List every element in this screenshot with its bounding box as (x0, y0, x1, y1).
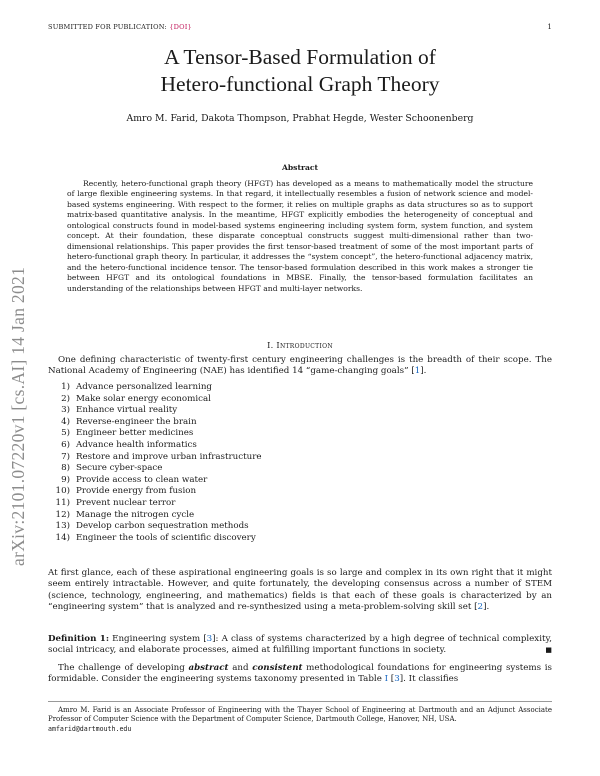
goal-label: Engineer better medicines (76, 428, 194, 439)
emphasis-consistent: consistent (252, 663, 303, 673)
definition-label: Definition 1: (48, 634, 110, 644)
goal-list (48, 382, 348, 544)
goal-number: 7) (61, 451, 70, 462)
goal-number: 3) (61, 405, 70, 416)
citation-link[interactable]: 2 (477, 602, 484, 613)
title-line-2: Hetero-functional Graph Theory (160, 72, 440, 96)
goal-number: 4) (61, 416, 70, 427)
running-header (48, 23, 552, 35)
goal-item (48, 428, 348, 440)
definition-block (48, 634, 552, 657)
goal-number: 12) (55, 509, 70, 520)
section-numeral: I. (267, 340, 277, 350)
goal-item (48, 417, 348, 429)
citation-link[interactable]: 3 (206, 634, 213, 644)
para2-text: At first glance, each of these aspirational engineering goals is so large and complex in its own right that it might seem entirely intractable. However, and quite fortunately, the developing consensus across a number of STEM (science, technology, engineering, and mathematics) fields is that each of these goals is characterized by an “engineering system” that is analyzed and re-synthesized using a meta-problem-solving skill set [ (48, 568, 552, 613)
goal-item (48, 510, 348, 522)
goal-item (48, 405, 348, 417)
goal-number: 2) (61, 393, 70, 404)
goal-number: 13) (55, 521, 70, 532)
section-title: Introduction (276, 340, 333, 350)
doi-link[interactable]: {DOI} (169, 23, 192, 31)
goal-item (48, 533, 348, 545)
goal-item (48, 475, 348, 487)
abstract-heading: Abstract (281, 163, 319, 172)
goal-number: 5) (61, 428, 70, 439)
paper-title (0, 44, 600, 98)
goal-label: Provide energy from fusion (76, 486, 197, 497)
goal-item (48, 440, 348, 452)
abstract-text (67, 179, 533, 294)
para3-and: and (228, 663, 253, 673)
goal-number: 6) (61, 439, 70, 450)
intro-text: One defining characteristic of twenty-first century engineering challenges is the breadth of their scope. The National Academy of Engineering (NAE) has identified 14 “game-changing goals” [ (48, 355, 552, 377)
abstract-paragraph: Recently, hetero-functional graph theory (HFGT) has developed as a means to mathematically model the structure of large flexible engineering systems. In that regard, it intellectually resembles a fusion of network science and model-based systems engineering. With respect to the former, it relies on multiple graphs as data structures so as to support matrix-based quantitative analysis. In the meantime, HFGT explicitly embodies the heterogeneity of conceptual and ontological constructs found in model-based systems engineering including system form, system function, and system concept. At their foundation, these disparate conceptual constructs suggest multi-dimensional rather than two-dimensional relationships. This paper provides the first tensor-based treatment of some of the most important parts of hetero-functional graph theory. In particular, it addresses the “system concept”, the hetero-functional adjacency matrix, and the hetero-functional incidence tensor. The tensor-based formulation described in this work makes a stronger tie between HFGT and its ontological foundations in MBSE. Finally, the tensor-based formulation facilitates an understanding of the relationships between HFGT and multi-layer networks. (67, 179, 533, 293)
intro-paragraph (48, 355, 552, 378)
footnote-text: Amro M. Farid is an Associate Professor of Engineering with the Thayer School of Engineering at Dartmouth and an Adjunct Associate Professor of Computer Science with the Department of Computer Science, Dartmouth College, Hanover, NH, USA. (48, 706, 552, 724)
para3-middle: methodological foundations for engineering systems is formidable. Consider the engineering systems taxonomy presented in Table (48, 663, 553, 685)
goal-label: Reverse-engineer the brain (76, 416, 197, 427)
page-number: 1 (547, 23, 552, 31)
section-heading (0, 340, 600, 350)
body-paragraph-2 (48, 568, 552, 614)
definition-text: ]: A class of systems characterized by a high degree of technical complexity, social intricacy, and elaborate processes, aimed at fulfilling important functions in society. (48, 634, 552, 656)
para3-end: ]. It classifies (399, 674, 459, 685)
goal-label: Provide access to clean water (76, 474, 208, 485)
body-paragraph-3 (48, 663, 552, 686)
qed-symbol: ■ (545, 646, 552, 655)
goal-label: Manage the nitrogen cycle (76, 509, 195, 520)
goal-label: Enhance virtual reality (76, 405, 178, 416)
emphasis-abstract: abstract (188, 663, 229, 673)
para3-cite-open: [ (388, 674, 395, 685)
goal-number: 10) (55, 486, 70, 497)
title-line-1: A Tensor-Based Formulation of (164, 45, 436, 69)
submitted-label: SUBMITTED FOR PUBLICATION: (48, 23, 170, 31)
goal-label: Make solar energy economical (76, 393, 211, 404)
citation-link[interactable]: 1 (414, 366, 421, 377)
citation-link[interactable]: 3 (394, 674, 400, 685)
goal-label: Secure cyber-space (76, 463, 163, 474)
goal-item (48, 498, 348, 510)
goal-item (48, 394, 348, 406)
table-reference-link[interactable]: I (384, 674, 389, 685)
goal-number: 1) (61, 382, 70, 392)
goal-item (48, 382, 348, 394)
goal-label: Develop carbon sequestration methods (76, 521, 249, 532)
author-list: Amro M. Farid, Dakota Thompson, Prabhat Hegde, Wester Schoonenberg (126, 113, 474, 124)
definition-term: Engineering system [ (109, 634, 207, 644)
goal-item (48, 521, 348, 533)
goal-label: Prevent nuclear terror (76, 497, 176, 508)
goal-item (48, 463, 348, 475)
goal-number: 8) (61, 463, 70, 474)
goal-item (48, 452, 348, 464)
goal-label: Advance health informatics (76, 439, 197, 450)
para3-text: The challenge of developing (58, 663, 189, 673)
arxiv-identifier[interactable]: arXiv:2101.07220v1 [cs.AI] 14 Jan 2021 (8, 266, 28, 566)
header-submitted (48, 23, 192, 31)
goal-label: Restore and improve urban infrastructure (76, 451, 262, 462)
goal-label: Advance personalized learning (76, 382, 212, 392)
intro-text-end: ]. (420, 366, 427, 377)
goal-number: 9) (61, 474, 70, 485)
para2-text-end: ]. (483, 602, 490, 613)
goal-label: Engineer the tools of scientific discovery (76, 532, 256, 543)
author-footnote (48, 701, 552, 734)
goal-number: 14) (55, 532, 70, 543)
goal-number: 11) (55, 497, 70, 508)
author-email[interactable]: amfarid@dartmouth.edu (48, 724, 132, 733)
goal-item (48, 486, 348, 498)
